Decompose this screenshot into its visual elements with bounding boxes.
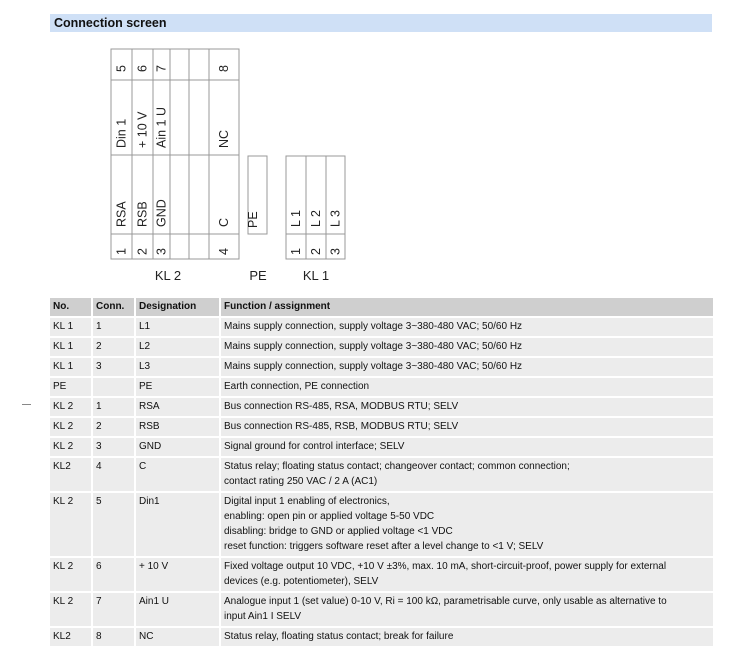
- pe-terminal-label: PE: [246, 211, 260, 228]
- kl1-terminal-label: L 3: [328, 210, 343, 227]
- cell-designation: Ain1 U: [135, 592, 220, 627]
- function-line: Signal ground for control interface; SELV: [224, 441, 405, 452]
- cell-conn: 1: [92, 397, 135, 417]
- cell-no: KL 1: [50, 357, 92, 377]
- cell-no: KL 2: [50, 492, 92, 557]
- cell-function: [220, 417, 713, 437]
- kl2-top-label: Ain 1 U: [154, 107, 169, 148]
- function-line: Status relay, floating status contact; break for failure: [224, 631, 454, 642]
- header-designation: Designation: [135, 297, 220, 317]
- function-line: contact rating 250 VAC / 2 A (AC1): [224, 476, 378, 487]
- cell-designation: RSA: [135, 397, 220, 417]
- cell-no: KL 1: [50, 317, 92, 337]
- function-line: Bus connection RS-485, RSA, MODBUS RTU; SELV: [224, 401, 459, 412]
- cell-no: KL 2: [50, 557, 92, 592]
- table-row: [50, 557, 713, 592]
- kl2-top-label: + 10 V: [135, 111, 150, 148]
- cell-designation: C: [135, 457, 220, 492]
- connection-diagram: [0, 0, 750, 296]
- header-conn: Conn.: [92, 297, 135, 317]
- cell-designation: L3: [135, 357, 220, 377]
- function-line: Status relay; floating status contact; changeover contact; common connection;: [224, 461, 570, 472]
- cell-designation: L2: [135, 337, 220, 357]
- cell-conn: 3: [92, 437, 135, 457]
- connection-table: [50, 296, 713, 646]
- cell-function: [220, 317, 713, 337]
- kl1-terminal-number: 1: [289, 248, 303, 255]
- margin-mark: [22, 404, 31, 405]
- kl2-top-label: Din 1: [114, 118, 129, 148]
- cell-no: KL2: [50, 457, 92, 492]
- table-row: [50, 397, 713, 417]
- cell-function: [220, 377, 713, 397]
- kl2-top-number: 6: [135, 65, 150, 72]
- cell-no: KL2: [50, 627, 92, 646]
- kl1-terminal-label: L 2: [309, 210, 323, 227]
- cell-designation: RSB: [135, 417, 220, 437]
- table-row: [50, 437, 713, 457]
- cell-conn: 5: [92, 492, 135, 557]
- header-function: Function / assignment: [220, 297, 713, 317]
- kl1-terminal-number: 2: [309, 248, 323, 255]
- kl1-terminal-label: L 1: [289, 210, 303, 227]
- cell-designation: NC: [135, 627, 220, 646]
- kl2-block-label: KL 2: [154, 268, 182, 283]
- function-line: Bus connection RS-485, RSB, MODBUS RTU; SELV: [224, 421, 459, 432]
- function-line: Mains supply connection, supply voltage 3~380-480 VAC; 50/60 Hz: [224, 341, 523, 352]
- function-line: devices (e.g. potentiometer), SELV: [224, 576, 379, 587]
- kl2-bottom-number: 2: [135, 248, 150, 255]
- cell-function: [220, 457, 713, 492]
- cell-designation: L1: [135, 317, 220, 337]
- table-row: [50, 317, 713, 337]
- cell-function: [220, 397, 713, 417]
- kl2-bottom-number: 4: [217, 248, 231, 255]
- cell-no: KL 2: [50, 437, 92, 457]
- cell-conn: 6: [92, 557, 135, 592]
- kl1-terminal-number: 3: [328, 248, 343, 255]
- function-line: Analogue input 1 (set value) 0-10 V, Ri = 100 kΩ, parametrisable curve, only usable as alternative to: [224, 596, 667, 607]
- kl2-bottom-label: C: [217, 217, 231, 227]
- cell-no: KL 1: [50, 337, 92, 357]
- function-line: Digital input 1 enabling of electronics,: [224, 496, 390, 507]
- function-line: enabling: open pin or applied voltage 5-50 VDC: [224, 511, 435, 522]
- cell-conn: 3: [92, 357, 135, 377]
- section-title: Connection screen: [54, 16, 167, 30]
- table-row: [50, 417, 713, 437]
- kl2-top-number: 7: [154, 65, 169, 72]
- cell-no: KL 2: [50, 592, 92, 627]
- cell-function: [220, 357, 713, 377]
- cell-function: [220, 592, 713, 627]
- kl2-top-number: 8: [217, 65, 231, 72]
- function-line: Mains supply connection, supply voltage 3~380-480 VAC; 50/60 Hz: [224, 361, 523, 372]
- function-line: input Ain1 I SELV: [224, 611, 302, 622]
- header-no: No.: [50, 297, 92, 317]
- cell-function: [220, 492, 713, 557]
- table-row: [50, 337, 713, 357]
- function-line: disabling: bridge to GND or applied voltage <1 VDC: [224, 526, 453, 537]
- cell-designation: PE: [135, 377, 220, 397]
- cell-conn: 4: [92, 457, 135, 492]
- table-row: [50, 492, 713, 557]
- kl2-bottom-label: RSA: [114, 201, 129, 227]
- kl2-top-number: 5: [114, 65, 129, 72]
- cell-conn: 7: [92, 592, 135, 627]
- cell-designation: + 10 V: [135, 557, 220, 592]
- cell-function: [220, 557, 713, 592]
- cell-function: [220, 337, 713, 357]
- cell-designation: Din1: [135, 492, 220, 557]
- kl2-bottom-label: RSB: [135, 201, 150, 227]
- cell-conn: 1: [92, 317, 135, 337]
- table-row: [50, 457, 713, 492]
- table-header-row: [50, 297, 713, 317]
- cell-conn: 8: [92, 627, 135, 646]
- function-line: reset function: triggers software reset after a level change to <1 V; SELV: [224, 541, 544, 552]
- pe-block-label: PE: [249, 268, 267, 283]
- table-row: [50, 357, 713, 377]
- function-line: Fixed voltage output 10 VDC, +10 V ±3%, max. 10 mA, short-circuit-proof, power supply for external: [224, 561, 667, 572]
- cell-no: PE: [50, 377, 92, 397]
- cell-function: [220, 437, 713, 457]
- function-line: Mains supply connection, supply voltage 3~380-480 VAC; 50/60 Hz: [224, 321, 523, 332]
- kl2-bottom-number: 3: [154, 248, 169, 255]
- kl1-block-label: KL 1: [302, 268, 330, 283]
- cell-no: KL 2: [50, 417, 92, 437]
- table-row: [50, 377, 713, 397]
- kl2-bottom-number: 1: [114, 248, 129, 255]
- cell-conn: [92, 377, 135, 397]
- cell-conn: 2: [92, 337, 135, 357]
- function-line: Earth connection, PE connection: [224, 381, 370, 392]
- cell-designation: GND: [135, 437, 220, 457]
- kl2-top-label: NC: [217, 129, 231, 148]
- cell-no: KL 2: [50, 397, 92, 417]
- cell-conn: 2: [92, 417, 135, 437]
- kl2-bottom-label: GND: [154, 199, 169, 227]
- table-row: [50, 592, 713, 627]
